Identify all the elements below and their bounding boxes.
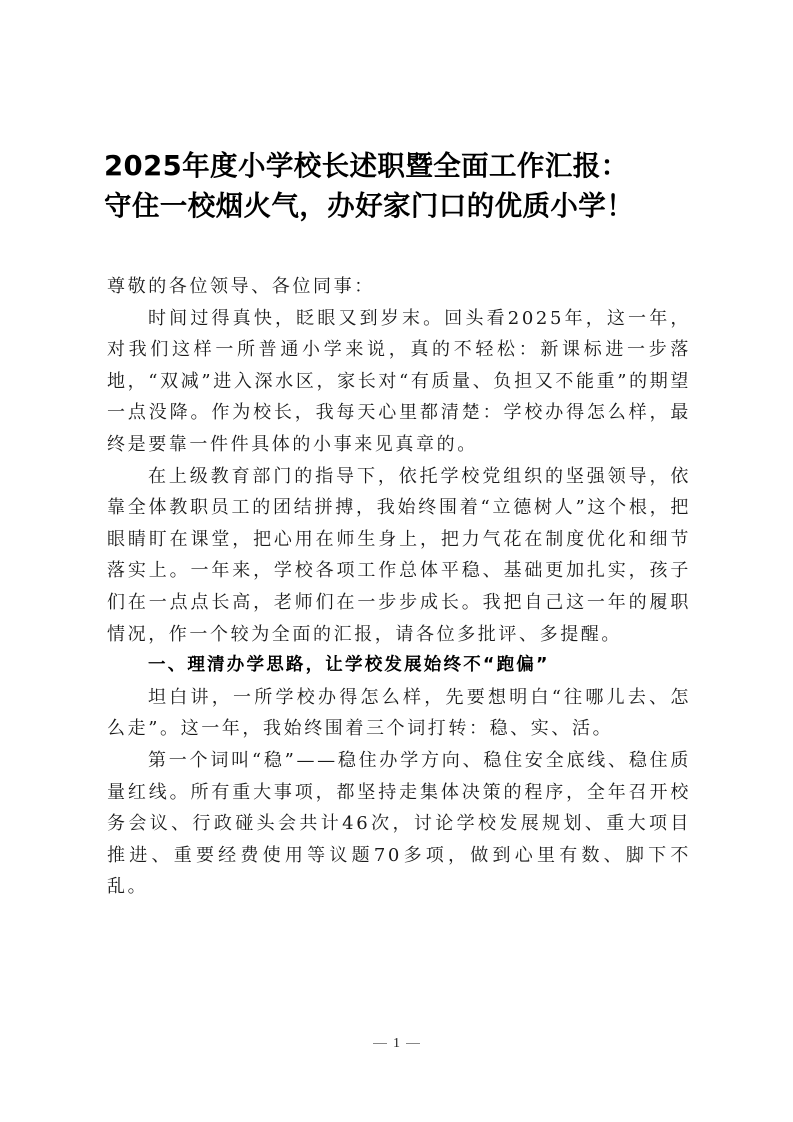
dash-right-icon bbox=[406, 1043, 420, 1044]
title-line-2: 守住一校烟火气，办好家门口的优质小学！ bbox=[104, 190, 635, 222]
paragraph-section-1: 坦白讲，一所学校办得怎么样，先要想明白“往哪儿去、怎么走”。这一年，我始终围着三个词打转：稳、实、活。 bbox=[107, 686, 691, 740]
paragraph-intro-1: 时间过得真快，眨眼又到岁末。回头看2025年，这一年，对我们这样一所普通小学来说，真的不轻松：新课标进一步落地，“双减”进入深水区，家长对“有质量、负担又不能重”的期望一点没降。作为校长，我每天心里都清楚：学校办得怎么样，最终是要靠一件件具体的小事来见真章的。 bbox=[107, 307, 691, 455]
paragraph-section-2: 第一个词叫“稳”——稳住办学方向、稳住安全底线、稳住质量红线。所有重大事项，都坚持走集体决策的程序，全年召开校务会议、行政碰头会共计46次，讨论学校发展规划、重大项目推进、重要经费使用等议题70多项，做到心里有数、脚下不乱。 bbox=[107, 749, 691, 898]
title-line-1: 2025年度小学校长述职暨全面工作汇报： bbox=[104, 150, 629, 182]
document-body bbox=[107, 271, 691, 903]
section-heading-1: 一、理清办学思路，让学校发展始终不“跑偏” bbox=[148, 655, 550, 676]
page-footer bbox=[0, 1036, 793, 1052]
salutation: 尊敬的各位领导、各位同事： bbox=[107, 276, 375, 297]
page-number: 1 bbox=[393, 1036, 400, 1051]
dash-left-icon bbox=[373, 1043, 387, 1044]
paragraph-intro-2: 在上级教育部门的指导下，依托学校党组织的坚强领导，依靠全体教职员工的团结拼搏，我始终围着“立德树人”这个根，把眼睛盯在课堂，把心用在师生身上，把力气花在制度优化和细节落实上。一年来，学校各项工作总体平稳、基础更加扎实，孩子们在一点点长高，老师们在一步步成长。我把自己这一年的履职情况，作一个较为全面的汇报，请各位多批评、多提醒。 bbox=[107, 465, 691, 645]
document-title bbox=[104, 146, 704, 226]
